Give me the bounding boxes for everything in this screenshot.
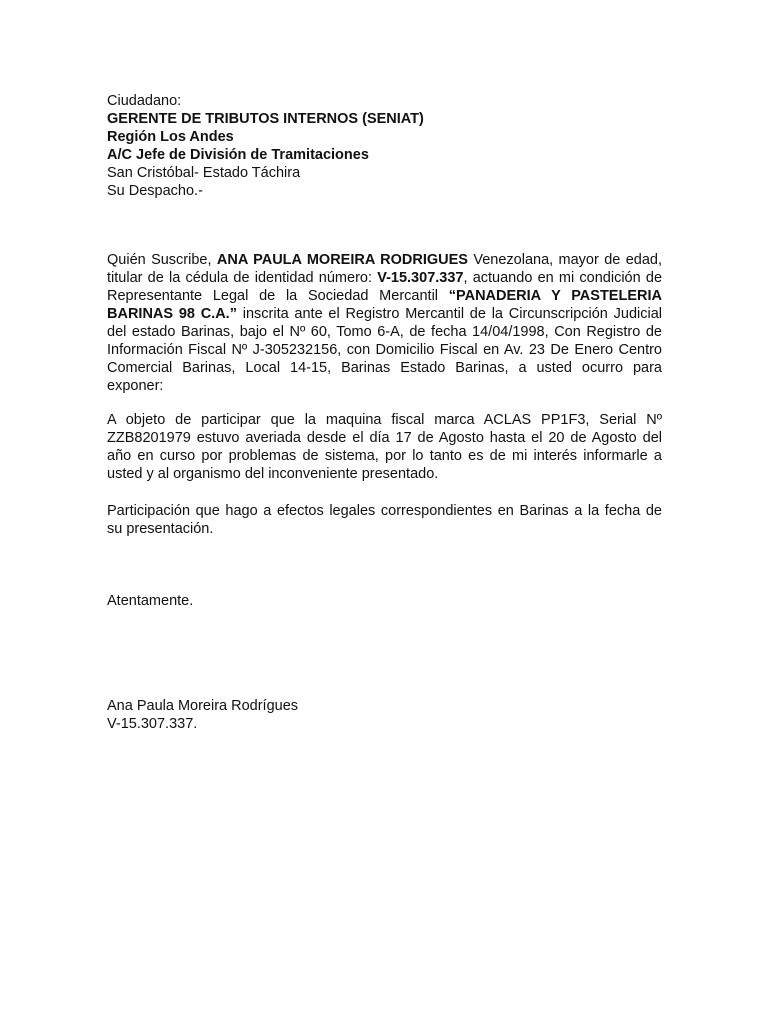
intro-text-1: Quién Suscribe, bbox=[107, 252, 217, 268]
closing-paragraph: Participación que hago a efectos legales correspondientes en Barinas a la fecha de su presentación. bbox=[107, 503, 662, 537]
signature-block bbox=[107, 697, 662, 733]
body-paragraph: A objeto de participar que la maquina fiscal marca ACLAS PP1F3, Serial Nº ZZB8201979 estuvo averiada desde el día 17 de Agosto hasta el 20 de Agosto del año en curso por problemas de sistema, por lo tanto es de mi interés informarle a usted y al organismo del inconveniente presentado. bbox=[107, 412, 662, 482]
address-block bbox=[107, 92, 662, 200]
signature-name: Ana Paula Moreira Rodrígues bbox=[107, 698, 299, 714]
sign-off: Atentamente. bbox=[107, 593, 194, 609]
recipient-attention: A/C Jefe de División de Tramitaciones bbox=[107, 147, 369, 163]
company-name: “PANADERIA Y PASTELERIA BARINAS 98 C.A.” bbox=[107, 288, 662, 322]
recipient-location: San Cristóbal- Estado Táchira bbox=[107, 165, 301, 181]
intro-text-4: inscrita ante el Registro Mercantil de la Circunscripción Judicial del estado Barinas, bajo el Nº 60, Tomo 6-A, de fecha 14/04/1998, Con Registro de Información Fiscal Nº J-305232156, con Domicilio Fiscal en Av. 23 De Enero Centro Comercial Barinas, Local 14-15, Barinas Estado Barinas, a usted ocurro para exponer: bbox=[107, 306, 662, 394]
recipient-region: Región Los Andes bbox=[107, 129, 234, 145]
signer-id: V-15.307.337 bbox=[377, 270, 464, 286]
signature-id: V-15.307.337. bbox=[107, 716, 198, 732]
signer-name: ANA PAULA MOREIRA RODRIGUES bbox=[216, 252, 468, 268]
recipient-closing: Su Despacho.- bbox=[107, 183, 203, 199]
salutation: Ciudadano: bbox=[107, 93, 182, 109]
intro-text-2: Venezolana, mayor de edad, titular de la cédula de identidad número: bbox=[107, 252, 662, 286]
recipient-title: GERENTE DE TRIBUTOS INTERNOS (SENIAT) bbox=[107, 111, 424, 127]
intro-paragraph bbox=[107, 251, 662, 395]
intro-text-3: , actuando en mi condición de Representante Legal de la Sociedad Mercantil bbox=[107, 270, 663, 304]
